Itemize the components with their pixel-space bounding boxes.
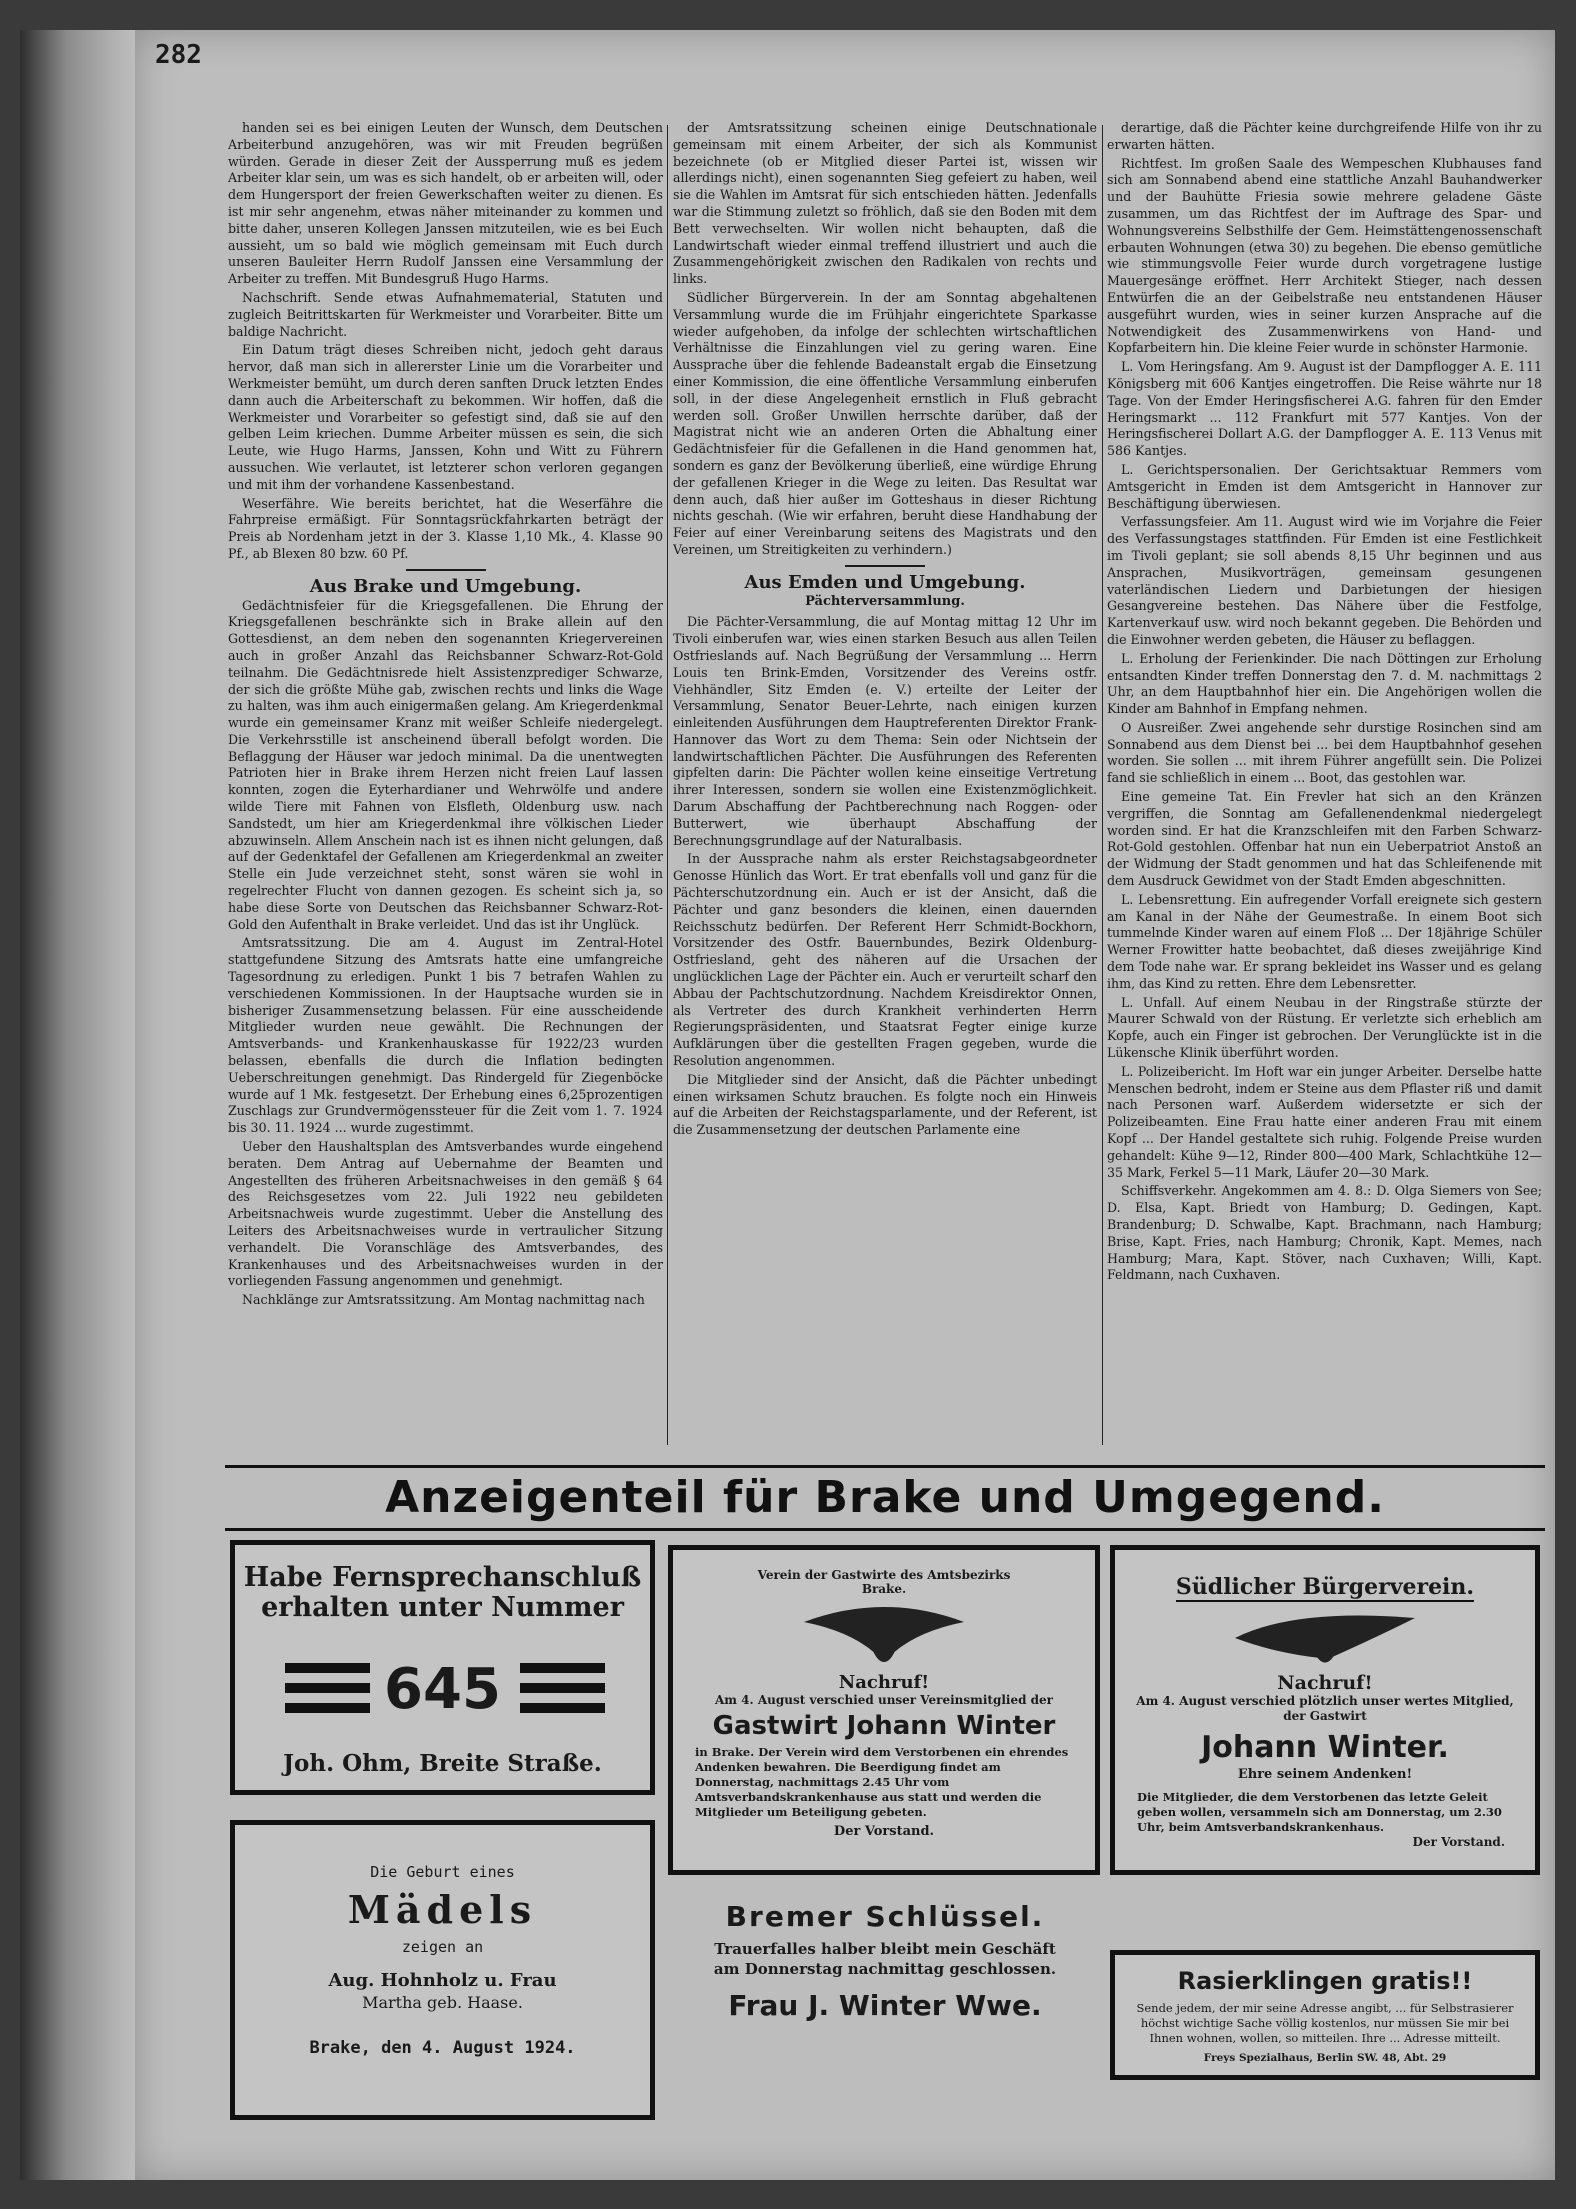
ad-line: Die Geburt eines <box>370 1863 515 1881</box>
palm-frond-icon <box>1225 1608 1425 1672</box>
ad-date: Brake, den 4. August 1924. <box>309 2038 576 2058</box>
paragraph: L. Gerichtspersonalien. Der Gerichtsaktuar Remmers vom Amtsgericht in Emden ist dem Amtsgericht in Hannover zur Beschäftigung überwiesen. <box>1107 461 1542 511</box>
ad-body: Die Mitglieder, die dem Verstorbenen das letzte Geleit geben wollen, versammeln sich am Donnerstag, um 2.30 Uhr, beim Amtsverbandskrankenhaus. <box>1137 1790 1502 1834</box>
paragraph: Die Mitglieder sind der Ansicht, daß die Pächter unbedingt einen wirksamen Schutz brauchen. Es folgte noch ein Hinweis auf die Arbeiten der Reichstagsparlamente, und der Referent, ist die Zusammensetzung der deutschen Parlamente eine <box>673 1071 1097 1138</box>
ad-headline: Rasierklingen gratis!! <box>1177 1967 1473 1995</box>
paragraph: Schiffsverkehr. Angekommen am 4. 8.: D. Olga Siemers von See; D. Elsa, Kapt. Briedt von Hamburg; D. Gedingen, Kapt. Brandenburg; D. Schwalbe, Kapt. Brachmann, nach Hamburg; Brise, Kapt. Fries, nach Hamburg; Chronik, Kapt. Memes, nach Hamburg; Mara, Kapt. Stöver, nach Cuxhaven; Willi, Kapt. Feldmann, nach Cuxhaven. <box>1107 1183 1542 1283</box>
paragraph: Gedächtnisfeier für die Kriegsgefallenen. Die Ehrung der Kriegsgefallenen beschränkte sich in Brake allein auf den Gottesdienst, an dem neben den sogenannten Kriegervereinen auch in großer Anzahl das Reichsbanner Schwarz-Rot-Gold teilnahm. Die Gedächtnisrede hielt Assistenzprediger Schwarze, der sich die größte Mühe gab, zwischen rechts und links die Wage zu halten, was ihm auch einigermaßen gelang. Am Kriegerdenkmal wurde ein gemeinsamer Kranz mit weißer Schleife niedergelegt. Die Verkehrsstille ist anscheinend überall befolgt worden. Die Beflaggung der Häuser war jedoch minimal. Da die unentwegten Patrioten hier in Brake ihrem Herzen nicht freien Lauf lassen konnten, zogen die Eyterhardianer und Wehrwölfe und andere wilde Tiere mit Fahnen von Elsfleth, Oldenburg usw. nach Sandstedt, um hier am Kriegerdenkmal ihre völkischen Lieder abzuwinseln. Allem Anschein nach ist es ihnen nicht gelungen, daß auf der Gedenktafel der Gefallenen am Kriegerdenkmal an zweiter Stelle ein Jude verzeichnet steht, sonst wären sie wohl in regelrechter Flucht von dannen gezogen. Es scheint sich ja, so habe diese Sorte von Deutschen das Reichsbanner Schwarz-Rot-Gold den Aufenthalt in Brake verleidet. Und das ist ihr Unglück. <box>228 597 663 932</box>
paragraph: derartige, daß die Pächter keine durchgreifende Hilfe von ihr zu erwarten hätten. <box>1107 120 1542 152</box>
ad-line: Am 4. August verschied plötzlich unser wertes Mitglied, der Gastwirt <box>1136 1694 1514 1723</box>
paragraph: L. Lebensrettung. Ein aufregender Vorfall ereignete sich gestern am Kanal in der Nähe der Geumestraße. In einem Boot sich tummelnde Kinder waren auf einem Floß ... Der 18jährige Schüler Werner Frowitter hatte beobachtet, daß dieses zweijährige Kind dem Tode nahe war. Er sprang bekleidet ins Wasser und es gelang ihm, das Kind zu retten. Ehre dem Lebensretter. <box>1107 891 1542 991</box>
ad-body: Sende jedem, der mir seine Adresse angibt, ... für Selbstrasierer höchst wichtige Sache völlig kostenlos, nur müssen Sie mir bei Ihnen wohnen, wollen, so mitteilen. Ihre ... Adresse mitteilt. <box>1136 2001 1514 2045</box>
book-spine <box>20 30 135 2180</box>
ad-obituary-gastwirte <box>668 1545 1100 1875</box>
paragraph: L. Unfall. Auf einem Neubau in der Ringstraße stürzte der Maurer Schwald von der Rüstung. Er verletzte sich erheblich am Kopfe, auch ein Finger ist gebrochen. Der Verunglückte ist in die Lükensche Klinik überführt worden. <box>1107 994 1542 1061</box>
ad-header: Südlicher Bürgerverein. <box>1175 1574 1475 1600</box>
paragraph: L. Polizeibericht. Im Hoft war ein junger Arbeiter. Derselbe hatte Menschen bedroht, indem er Steine aus dem Pflaster riß und damit nach Personen warf. Außerdem widersetzte er sich der Polizeibeamten. Eine Frau hatte einer anderen Frau mit einem Kopf ... Der Handel gestaltete sich ruhig. Folgende Preise wurden gehandelt: Kühe 9—12, Rinder 800—400 Mark, Schlachtkühe 12—35 Mark, Ferkel 5—11 Mark, Läufer 20—30 Mark. <box>1107 1063 1542 1180</box>
ad-signature: Der Vorstand. <box>833 1824 935 1839</box>
paragraph: Nachschrift. Sende etwas Aufnahmematerial, Statuten und zugleich Beitrittskarten für Werkmeister und Vorarbeiter. Bitte um baldige Nachricht. <box>228 289 663 339</box>
ad-line: Aug. Hohnholz u. Frau <box>328 1970 557 1991</box>
column-left <box>228 120 663 1450</box>
paragraph: O Ausreißer. Zwei angehende sehr durstige Rosinchen sind am Sonnabend aus dem Dienst bei ... bei dem Hauptbahnhof gesehen worden. Sie sollen ... mit ihrem Führer angefüllt sein. Die Polizei fand sie schließlich in einem ... Boot, das gestohlen war. <box>1107 719 1542 786</box>
ad-signature: Frau J. Winter Wwe. <box>728 1989 1042 2022</box>
ad-header: Verein der Gastwirte des Amtsbezirks <box>757 1568 1011 1582</box>
ad-line: zeigen an <box>401 1938 484 1956</box>
paragraph: L. Vom Heringsfang. Am 9. August ist der Dampflogger A. E. 111 Königsberg mit 606 Kantjes eingetroffen. Die Reise währte nur 18 Tage. Von der Emder Heringsfischerei A.G. fahren für den Emder Heringsmarkt ... 112 Frankfurt mit 577 Kantjes. Von der Heringsfischerei Dollart A.G. der Dampflogger A. E. 113 Venus mit 586 Kantjes. <box>1107 359 1542 459</box>
paragraph: Südlicher Bürgerverein. In der am Sonntag abgehaltenen Versammlung wurde die im Frühjahr eingerichtete Sparkasse wieder aufgehoben, da infolge der schlechten wirtschaftlichen Verhältnisse die Einzahlungen viel zu gering waren. Eine Aussprache über die fehlende Badeanstalt ergab die Einsetzung einer Kommission, die eine öffentliche Versammlung einberufen soll, in der diese Angelegenheit ernstlich in Fluß gebracht werden soll. Großer Unwillen herrschte darüber, daß der Magistrat nicht wie an anderen Orten die Abhaltung einer Gedächtnisfeier für die Gefallenen in die Hand genommen hat, sondern es ganz der Bevölkerung überließ, eine würdige Ehrung der gefallenen Krieger in die Wege zu leiten. Das Resultat war denn auch, daß hier außer im Gotteshaus in dieser Richtung nichts geschah. (Wie wir erfahren, beruht diese Handhabung der Feier auf einer Vereinbarung seitens des Magistrats und den Vereinen, um Streitigkeiten zu verhindern.) <box>673 289 1097 557</box>
ads-banner: Anzeigenteil für Brake und Umgegend. <box>225 1465 1545 1531</box>
ad-signature: Der Vorstand. <box>1412 1835 1505 1849</box>
phone-number: 645 <box>384 1657 501 1722</box>
ad-phone-number <box>230 1540 655 1795</box>
paragraph: Die Pächter-Versammlung, die auf Montag mittag 12 Uhr im Tivoli einberufen war, wies einen starken Besuch aus allen Teilen Ostfrieslands auf. Nach Begrüßung der Versammlung ... Herrn Louis ten Brink-Emden, Vorsitzender des Vereins ostfr. Viehhändler, Sitz Emden (e. V.) erteilte der Leiter der Versammlung, Senator Beuer-Lehrte, nach einigen kurzen einleitenden Ausführungen dem Hauptreferenten Direktor Frank-Hannover das Wort zu dem Thema: Sein oder Nichtsein der landwirtschaftlichen Pächter. Die Ausführungen des Referenten gipfelten darin: Die Pächter wollen keine einseitige Vertretung ihrer Interessen, sondern sie wollen eine Existenzmöglichkeit. Darum Abschaffung der Pachtberechnung nach Roggen- oder Butterwert, wie überhaupt Abschaffung der Berechnungsgrundlage auf der Naturalbasis. <box>673 614 1097 848</box>
ad-signature: Joh. Ohm, Breite Straße. <box>283 1750 602 1777</box>
section-title-emden: Aus Emden und Umgebung. <box>744 571 1026 593</box>
paragraph: Weserfähre. Wie bereits berichtet, hat die Weserfähre die Fahrpreise ermäßigt. Für Sonntagsrückfahrkarten beträgt der Preis ab Nordenham jetzt in der 3. Klasse 1,10 Mk., 4. Klasse 90 Pf., ab Blexen 80 bzw. 60 Pf. <box>228 495 663 561</box>
palm-frond-icon <box>794 1602 974 1672</box>
divider-rule <box>406 569 486 571</box>
paragraph: L. Erholung der Ferienkinder. Die nach Döttingen zur Erholung entsandten Kinder treffen Donnerstag den 7. d. M. nachmittags 2 Uhr, an dem Hauptbahnhof hier ein. Die Angehörigen wollen die Kinder am Bahnhof in Empfang nehmen. <box>1107 650 1542 717</box>
paragraph: Richtfest. Im großen Saale des Wempeschen Klubhauses fand sich am Sonnabend abend eine stattliche Anzahl Bauhandwerker und der Bauhütte Friesia sowie mehrere geladene Gäste zusammen, um das Richtfest der im Auftrage des Spar- und Wohnungsvereins Selbsthilfe der Gem. Heimstättengenossenschaft erbauten Wohnungen (etwa 30) zu begehen. Die ebenso gemütliche wie stimmungsvolle Feier wurde durch vorgetragene lustige Mauergesänge eröffnet. Herr Architekt Stieger, nach dessen Entwürfen die an der Geibelstraße neu entstandenen Häuser ausgeführt wurden, wies in seiner kurzen Ansprache auf die Notwendigkeit des Zusammenwirkens von Hand- und Kopfarbeitern hin. Die kleine Feier wurde in schönster Harmonie. <box>1107 155 1542 356</box>
ad-header: Brake. <box>861 1582 907 1596</box>
paragraph: Amtsratssitzung. Die am 4. August im Zentral-Hotel stattgefundene Sitzung des Amtsrats hatte eine umfangreiche Tagesordnung zu erledigen. Punkt 1 bis 7 betrafen Wahlen zu verschiedenen Kommissionen. In der Hauptsache wurden sie in bisheriger Zusammensetzung belassen. Für eine ausscheidende Mitglieder wurden neue gewählt. Die Rechnungen der Amtsverbands- und Krankenhauskasse für 1922/23 wurden belassen, ebenfalls die durch die Inflation bedingten Ueberschreitungen genehmigt. Das Rindergeld für Ziegenböcke wurde auf 1 Mk. festgesetzt. Der Erhebung eines 6,25prozentigen Zuschlags zur Grundvermögenssteuer für die Zeit vom 1. 7. 1924 bis 30. 11. 1924 ... wurde zugestimmt. <box>228 935 663 1136</box>
column-right <box>1107 120 1542 1450</box>
ad-bremer-schluessel <box>675 1900 1095 2085</box>
column-divider <box>667 125 668 1445</box>
page-number: 282 <box>155 40 202 70</box>
ad-headline: Nachruf! <box>838 1672 930 1693</box>
ad-line: Am 4. August verschied unser Vereinsmitglied der <box>714 1693 1054 1707</box>
ad-razor-blades <box>1110 1950 1540 2080</box>
paragraph: der Amtsratssitzung scheinen einige Deutschnationale gemeinsam mit einem Arbeiter, der sich als Kommunist bezeichnete (ob er Mitglied dieser Partei ist, wissen wir allerdings nicht), einen sogenannten Sieg gefeiert zu haben, weil sie die Wahlen im Amtsrat für sich entschieden hätten. Jedenfalls war die Stimmung zuletzt so fröhlich, daß sie den Boden mit dem Bett verwechselten. Wir wollen nicht behaupten, daß die Landwirtschaft wieder einmal treffend illustriert und auch die Zusammengehörigkeit zwischen den Radikalen von rechts und links. <box>673 120 1097 287</box>
ad-obituary-buergerverein <box>1110 1545 1540 1875</box>
paragraph: Ein Datum trägt dieses Schreiben nicht, jedoch geht daraus hervor, daß man sich in allererster Linie um die Vorarbeiter und Werkmeister bemüht, um durch deren sanften Druck letzten Endes dann auch die Arbeiterschaft zu bekommen. Wir hoffen, daß die Werkmeister und Vorarbeiter so gefestigt sind, daß sie auf den gelben Leim kriechen. Dumme Arbeiter müssen es sein, die sich Leute, wie Hugo Harms, Janssen, Kohn und Witt zu Führern aussuchen. Wie verlautet, ist letzterer schon verloren gegangen und mit ihm der vorhandene Kassenbestand. <box>228 342 663 492</box>
paragraph: Ueber den Haushaltsplan des Amtsverbandes wurde eingehend beraten. Dem Antrag auf Uebernahme der Beamten und Angestellten des früheren Arbeitsnachweises in den gemäß § 64 des Reichsgesetzes vom 22. Juli 1922 neu gebildeten Arbeitsnachweis wurde zugestimmt. Ueber die Anstellung des Leiters des Arbeitsnachweises wurde in vertraulicher Sitzung verhandelt. Die Voranschläge des Amtsverbandes, des Krankenhauses und des Arbeitsnachweises wurden in der vorliegenden Fassung angenommen und genehmigt. <box>228 1139 663 1289</box>
ad-headline: Nachruf! <box>1277 1672 1373 1694</box>
ad-line: Martha geb. Haase. <box>362 1993 523 2012</box>
divider-rule <box>845 565 925 567</box>
ad-line: Trauerfalles halber bleibt mein Geschäft <box>714 1940 1056 1958</box>
paragraph: handen sei es bei einigen Leuten der Wunsch, dem Deutschen Arbeiterbund anzugehören, was wir mit Freuden begrüßen würden. Gerade in dieser Zeit der Aussperrung muß es jedem Arbeiter klar sein, um was es sich handelt, ob er arbeiten will, oder dem Hungersport der freien Gewerkschaften weiter zu dienen. Es ist mir sehr angenehm, etwas näher miteinander zu kommen und bitte daher, unseren Kollegen Janssen mitzuteilen, wie es bei Euch aussieht, um so bald wie möglich gemeinsam mit Euch durch unseren Bauleiter Herrn Rudolf Janssen eine Versammlung der Arbeiter zu treffen. Mit Bundesgruß Hugo Harms. <box>228 120 663 287</box>
ad-line: Ehre seinem Andenken! <box>1237 1767 1413 1782</box>
column-divider <box>1102 125 1103 1445</box>
deceased-name: Gastwirt Johann Winter <box>712 1711 1056 1741</box>
section-title-brake: Aus Brake und Umgebung. <box>309 575 582 597</box>
paragraph: Nachklänge zur Amtsratssitzung. Am Montag nachmittag nach <box>242 1292 645 1308</box>
ad-line: am Donnerstag nachmittag geschlossen. <box>713 1960 1057 1978</box>
ad-body: in Brake. Der Verein wird dem Verstorbenen ein ehrendes Andenken bewahren. Die Beerdigung findet am Donnerstag, nachmittags 2.45 Uhr vom Amtsverbandskrankenhause aus statt und werden die Mitglieder um Beteiligung gebeten. <box>695 1745 1069 1819</box>
ad-birth-announcement <box>230 1820 655 2120</box>
ad-headline: Mädels <box>347 1887 538 1932</box>
paragraph: Eine gemeine Tat. Ein Frevler hat sich an den Kränzen vergriffen, die Sonntag am Gefallenendenkmal niedergelegt worden sind. Er hat die Kranzschleifen mit den Farben Schwarz-Rot-Gold gestohlen. Offenbar hat nun ein Ueberpatriot Anstoß an der Widmung der Stadt genommen und hat das Schleifenende mit dem Ausdruck Gewidmet von der Stadt Emden abgeschnitten. <box>1107 789 1542 889</box>
column-middle <box>673 120 1097 1450</box>
ad-footer: Freys Spezialhaus, Berlin SW. 48, Abt. 29 <box>1203 2052 1447 2064</box>
paragraph: Verfassungsfeier. Am 11. August wird wie im Vorjahre die Feier des Verfassungstages stattfinden. Für Emden ist eine Festlichkeit im Tivoli geplant; sie soll abends 8,15 Uhr beginnen und aus Ansprachen, Musikvorträgen, gemeinsam gesungenen vaterländischen Liedern und Darbietungen der hiesigen Gesangvereine bestehen. Das Nähere über die Festfolge, Kartenverkauf usw. wird noch bekannt gegeben. Die Behörden und die Einwohner werden gebeten, die Häuser zu beflaggen. <box>1107 514 1542 647</box>
deceased-name: Johann Winter. <box>1201 1730 1449 1765</box>
ad-headline: Bremer Schlüssel. <box>725 1900 1045 1933</box>
ad-line: erhalten unter Nummer <box>261 1592 624 1623</box>
section-subtitle: Pächterversammlung. <box>805 593 965 609</box>
paragraph: In der Aussprache nahm als erster Reichstagsabgeordneter Genosse Hünlich das Wort. Er trat ebenfalls voll und ganz für die Pächterschutzordnung ein. Auch er ist der Ansicht, daß die Pächter und ganz besonders die kleinen, einen dauernden Reichsschutz bedürfen. Der Referent Herr Schmidt-Bockhorn, Vorsitzender des Ostfr. Bauernbundes, Bezirk Oldenburg-Ostfriesland, geht des näheren auf die Ursachen der unglücklichen Lage der Pächter ein. Auch er verurteilt scharf den Abbau der Pachtschutzordnung. Nachdem Kreisdirektor Onnen, als Vertreter des durch Krankheit verhinderten Herrn Regierungspräsidenten, und Staatsrat Fegter einige kurze Aufklärungen über die gestellten Fragen gegeben, wurde die Resolution angenommen. <box>673 851 1097 1069</box>
ad-line: Habe Fernsprechanschluß <box>243 1562 642 1593</box>
